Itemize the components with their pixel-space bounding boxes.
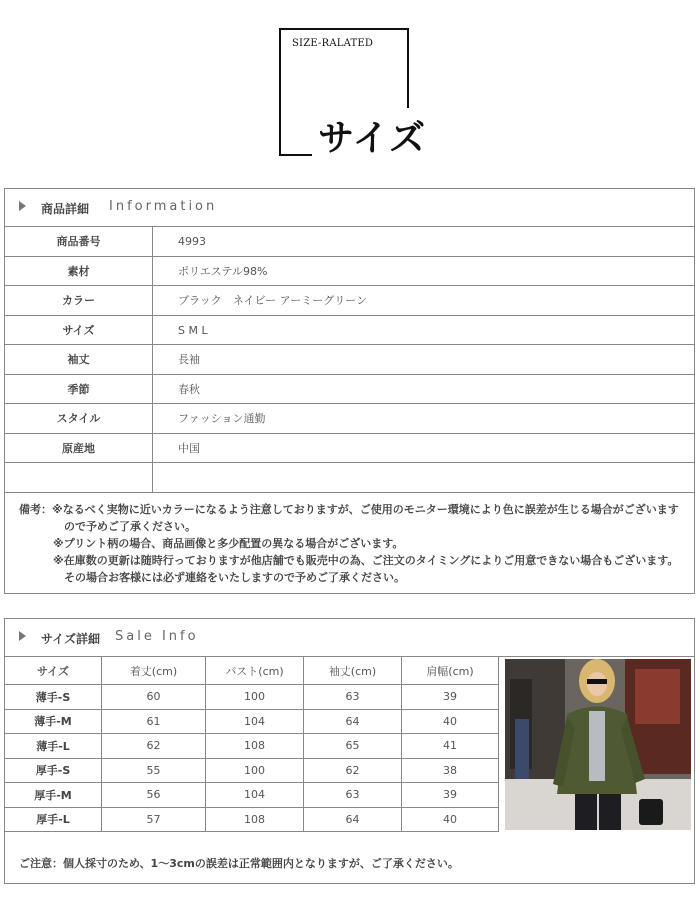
size-cell: 60 <box>102 685 206 710</box>
info-row <box>5 404 694 434</box>
note-line: ※プリント柄の場合、商品画像と多少配置の異なる場合がございます。 <box>53 536 404 550</box>
info-value: 長袖 <box>178 353 200 366</box>
note-line: ので予めご了承ください。 <box>64 519 196 533</box>
info-label: 原産地 <box>5 434 153 463</box>
info-label: サイズ <box>5 316 153 345</box>
info-section-title-en: Information <box>109 199 218 214</box>
info-label: 袖丈 <box>5 345 153 374</box>
triangle-right-icon <box>19 631 26 641</box>
size-section-title-jp: サイズ詳細 <box>41 632 101 646</box>
triangle-right-icon <box>19 201 26 211</box>
table-row <box>5 734 499 759</box>
info-row <box>5 227 694 257</box>
info-value <box>153 463 178 492</box>
size-cell: 40 <box>402 709 499 734</box>
info-value: ファッション通勤 <box>178 412 266 425</box>
info-label: カラー <box>5 286 153 315</box>
info-row <box>5 286 694 316</box>
size-cell: 64 <box>304 709 402 734</box>
size-cell: 39 <box>402 783 499 808</box>
table-row <box>5 807 499 832</box>
size-column-header: バスト(cm) <box>206 657 304 685</box>
size-cell: 39 <box>402 685 499 710</box>
size-section-header <box>5 619 694 657</box>
info-value: 4993 <box>178 235 206 248</box>
info-row <box>5 316 694 346</box>
product-photo <box>505 659 691 830</box>
size-cell: 64 <box>304 807 402 832</box>
info-value: 春秋 <box>178 382 200 396</box>
info-section-title-jp: 商品詳細 <box>41 202 90 216</box>
info-section <box>4 188 695 594</box>
size-column-header: 袖丈(cm) <box>304 657 402 685</box>
size-cell: 62 <box>102 734 206 759</box>
size-cell: 108 <box>206 734 304 759</box>
size-table <box>5 656 499 832</box>
size-cell: 104 <box>206 709 304 734</box>
table-row <box>5 758 499 783</box>
info-row <box>5 375 694 405</box>
size-row-label: 厚手-M <box>5 783 102 808</box>
size-cell: 100 <box>206 685 304 710</box>
size-cell: 63 <box>304 685 402 710</box>
size-column-header: 肩幅(cm) <box>402 657 499 685</box>
size-row-label: 厚手-S <box>5 758 102 783</box>
note-line: ※在庫数の更新は随時行っておりますが他店舗でも販売中の為、ご注文のタイミングによりご用意できない場合もございます。 <box>53 553 679 567</box>
notes-block <box>5 493 694 592</box>
size-cell: 63 <box>304 783 402 808</box>
size-cell: 55 <box>102 758 206 783</box>
size-row-label: 薄手-M <box>5 709 102 734</box>
info-value: ポリエステル98% <box>178 264 268 278</box>
info-label <box>5 463 153 492</box>
table-row <box>5 783 499 808</box>
size-cell: 41 <box>402 734 499 759</box>
info-label: 季節 <box>5 375 153 404</box>
info-value: ブラック ネイビー アーミーグリーン <box>178 294 368 307</box>
info-value: 中国 <box>178 441 200 455</box>
note-line: その場合お客様には必ず連絡をいたしますので予めご了承ください。 <box>64 570 405 584</box>
table-row <box>5 685 499 710</box>
size-cell: 61 <box>102 709 206 734</box>
info-row <box>5 345 694 375</box>
size-cell: 40 <box>402 807 499 832</box>
size-cell: 57 <box>102 807 206 832</box>
info-row <box>5 434 694 464</box>
size-cell: 108 <box>206 807 304 832</box>
info-row <box>5 463 694 493</box>
size-section <box>4 618 695 884</box>
size-note: ご注意：個人採寸のため、1～3cmの誤差は正常範囲内となりますが、ご了承ください。 <box>19 857 459 870</box>
info-table <box>5 227 694 493</box>
info-label: 商品番号 <box>5 227 153 256</box>
model-photo-illustration <box>505 659 691 830</box>
info-label: スタイル <box>5 404 153 433</box>
size-column-header: 着丈(cm) <box>102 657 206 685</box>
info-value: S M L <box>178 323 208 337</box>
table-row <box>5 709 499 734</box>
size-cell: 100 <box>206 758 304 783</box>
note-line: 備考：※なるべく実物に近いカラーになるよう注意しておりますが、ご使用のモニター環境により色に誤差が生じる場合がございます <box>19 502 679 516</box>
size-cell: 62 <box>304 758 402 783</box>
size-section-title-en: Sale Info <box>115 629 199 644</box>
size-row-label: 厚手-L <box>5 807 102 832</box>
size-cell: 65 <box>304 734 402 759</box>
header-subtitle: SIZE-RALATED <box>292 38 374 49</box>
size-cell: 104 <box>206 783 304 808</box>
size-column-header: サイズ <box>5 657 102 685</box>
size-cell: 56 <box>102 783 206 808</box>
page-title: サイズ <box>318 117 427 159</box>
info-row <box>5 257 694 287</box>
info-label: 素材 <box>5 257 153 286</box>
info-section-header <box>5 189 694 227</box>
size-cell: 38 <box>402 758 499 783</box>
size-row-label: 薄手-L <box>5 734 102 759</box>
size-row-label: 薄手-S <box>5 685 102 710</box>
